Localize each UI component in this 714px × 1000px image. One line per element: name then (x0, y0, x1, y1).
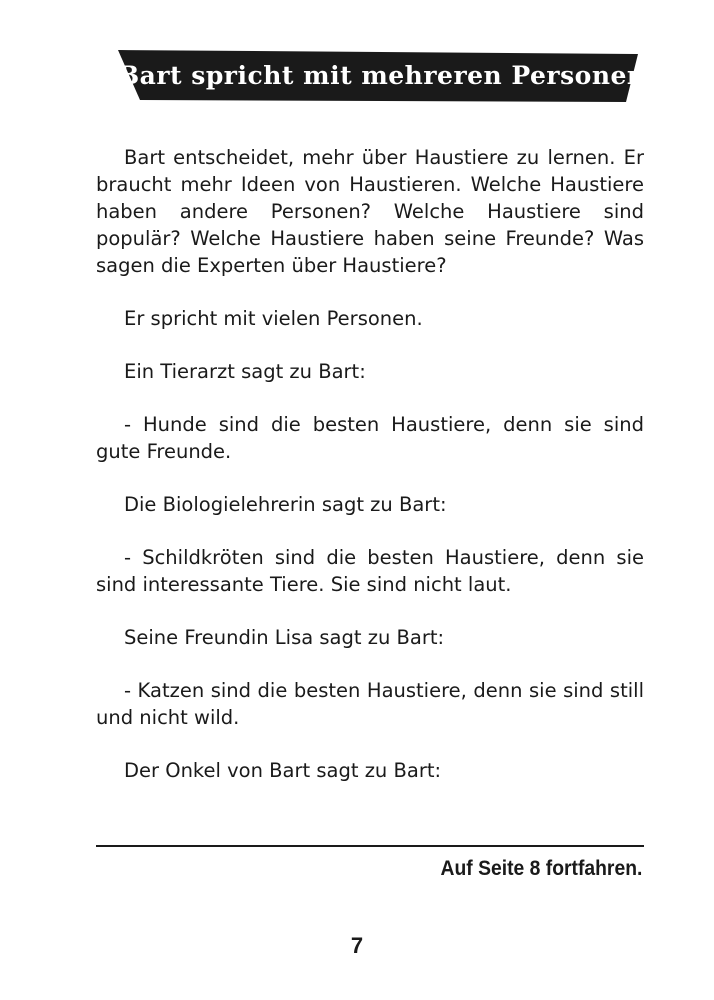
paragraph-uncle-intro: Der Onkel von Bart sagt zu Bart: (124, 759, 442, 782)
continue-note: Auf Seite 8 fortfahren. (440, 857, 642, 880)
paragraph-teacher-intro: Die Biologielehrerin sagt zu Bart: (124, 493, 447, 516)
paragraph-vet-quote: - Hunde sind die besten Haustiere, denn sie sind gute Freunde. (96, 413, 644, 463)
chapter-title: Bart spricht mit mehreren Personen. (118, 61, 655, 90)
footer-divider (96, 845, 644, 847)
story-text (96, 144, 644, 810)
paragraph-teacher-quote: - Schildkröten sind die besten Haustiere, denn sie sind interessante Tiere. Sie sind nicht laut. (96, 546, 644, 596)
paragraph-lisa-intro: Seine Freundin Lisa sagt zu Bart: (124, 626, 445, 649)
chapter-banner (118, 48, 655, 106)
paragraph-lisa-quote: - Katzen sind die besten Haustiere, denn sie sind still und nicht wild. (96, 679, 644, 729)
paragraph-intro: Bart entscheidet, mehr über Haustiere zu lernen. Er braucht mehr Ideen von Haustieren. Welche Haustiere haben andere Personen? Welche Haustiere sind populär? Welche Haustiere haben seine Freunde? Was sagen die Experten über Haustiere? (96, 146, 644, 277)
paragraph-vet-intro: Ein Tierarzt sagt zu Bart: (124, 360, 366, 383)
page-number: 7 (350, 933, 364, 958)
paragraph-speaks: Er spricht mit vielen Personen. (124, 307, 423, 330)
